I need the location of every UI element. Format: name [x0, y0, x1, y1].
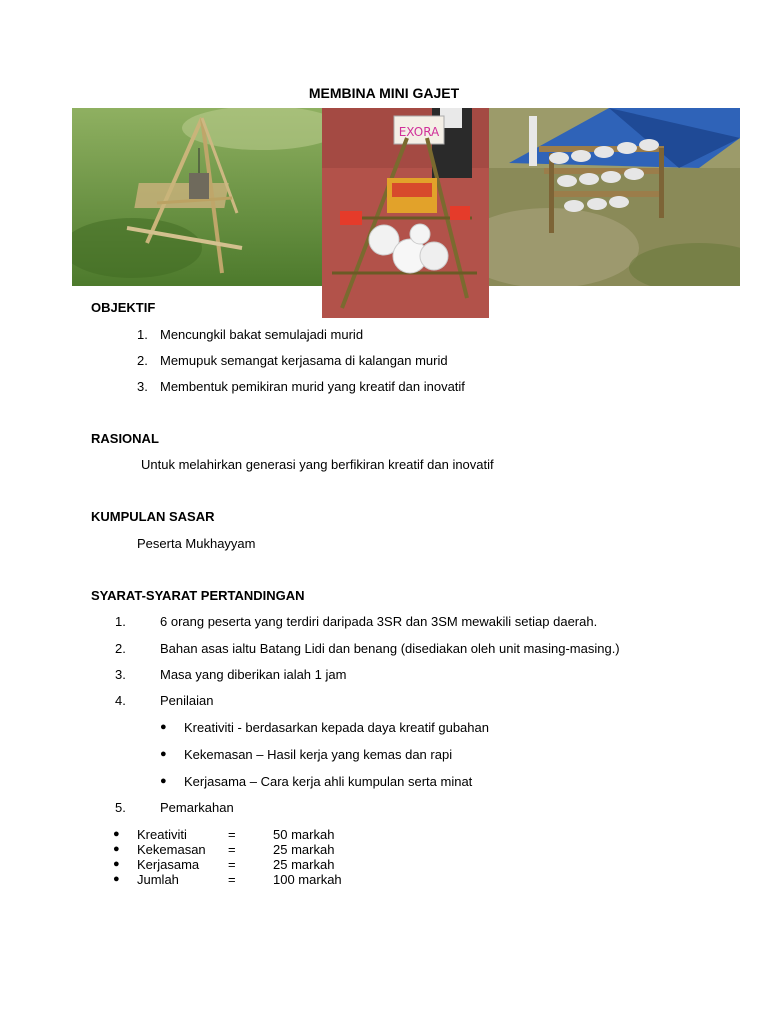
- syarat-item-text: Bahan asas ialtu Batang Lidi dan benang (disediakan oleh unit masing-masing.): [160, 641, 620, 656]
- penilaian-item: Kekemasan – Hasil kerja yang kemas dan rapi: [184, 747, 453, 762]
- photo-bamboo-shoe-rack-by-tent: [489, 108, 740, 286]
- kumpulan-sasar-heading: KUMPULAN SASAR: [91, 509, 215, 524]
- bullet-icon: ●: [160, 775, 167, 787]
- objektif-item-text: Mencungkil bakat semulajadi murid: [160, 327, 364, 342]
- syarat-item-text: Pemarkahan: [160, 800, 234, 815]
- rasional-text: Untuk melahirkan generasi yang berfikiran kreatif dan inovatif: [141, 457, 494, 472]
- rasional-heading: RASIONAL: [91, 431, 159, 446]
- bullet-icon: ●: [113, 873, 120, 885]
- marks-label: Kekemasan: [137, 842, 206, 857]
- syarat-heading: SYARAT-SYARAT PERTANDINGAN: [91, 588, 305, 603]
- photo-bamboo-dish-rack: [322, 108, 489, 318]
- penilaian-item: Kerjasama – Cara kerja ahli kumpulan serta minat: [184, 774, 473, 789]
- syarat-item-number: 1.: [115, 614, 126, 629]
- penilaian-item: Kreativiti - berdasarkan kepada daya kreatif gubahan: [184, 720, 489, 735]
- dish-rack-sign-text: EXORA: [398, 125, 440, 139]
- marks-value: 25 markah: [273, 857, 335, 872]
- syarat-item-text: Penilaian: [160, 693, 214, 708]
- bullet-icon: ●: [113, 828, 120, 840]
- objektif-item-number: 1.: [137, 327, 148, 342]
- objektif-item-text: Memupuk semangat kerjasama di kalangan murid: [160, 353, 448, 368]
- objektif-item-text: Membentuk pemikiran murid yang kreatif dan inovatif: [160, 379, 465, 394]
- objektif-item-number: 3.: [137, 379, 148, 394]
- syarat-item-number: 4.: [115, 693, 126, 708]
- marks-value: 100 markah: [273, 872, 342, 887]
- bullet-icon: ●: [113, 843, 120, 855]
- syarat-item-text: 6 orang peserta yang terdiri daripada 3SR dan 3SM mewakili setiap daerah.: [160, 614, 598, 629]
- syarat-item-number: 2.: [115, 641, 126, 656]
- marks-equals: =: [228, 827, 236, 842]
- syarat-item-number: 5.: [115, 800, 126, 815]
- marks-value: 25 markah: [273, 842, 335, 857]
- marks-label: Kerjasama: [137, 857, 200, 872]
- document-title: MEMBINA MINI GAJET: [308, 85, 460, 101]
- bullet-icon: ●: [113, 858, 120, 870]
- marks-label: Jumlah: [137, 872, 179, 887]
- kumpulan-sasar-text: Peserta Mukhayyam: [137, 536, 256, 551]
- marks-equals: =: [228, 872, 236, 887]
- photo-bamboo-tripod-on-grass: [72, 108, 322, 286]
- marks-equals: =: [228, 857, 236, 872]
- bullet-icon: ●: [160, 721, 167, 733]
- bullet-icon: ●: [160, 748, 167, 760]
- objektif-item-number: 2.: [137, 353, 148, 368]
- syarat-item-text: Masa yang diberikan ialah 1 jam: [160, 667, 347, 682]
- objektif-heading: OBJEKTIF: [91, 300, 156, 315]
- syarat-item-number: 3.: [115, 667, 126, 682]
- marks-value: 50 markah: [273, 827, 335, 842]
- marks-equals: =: [228, 842, 236, 857]
- marks-label: Kreativiti: [137, 827, 187, 842]
